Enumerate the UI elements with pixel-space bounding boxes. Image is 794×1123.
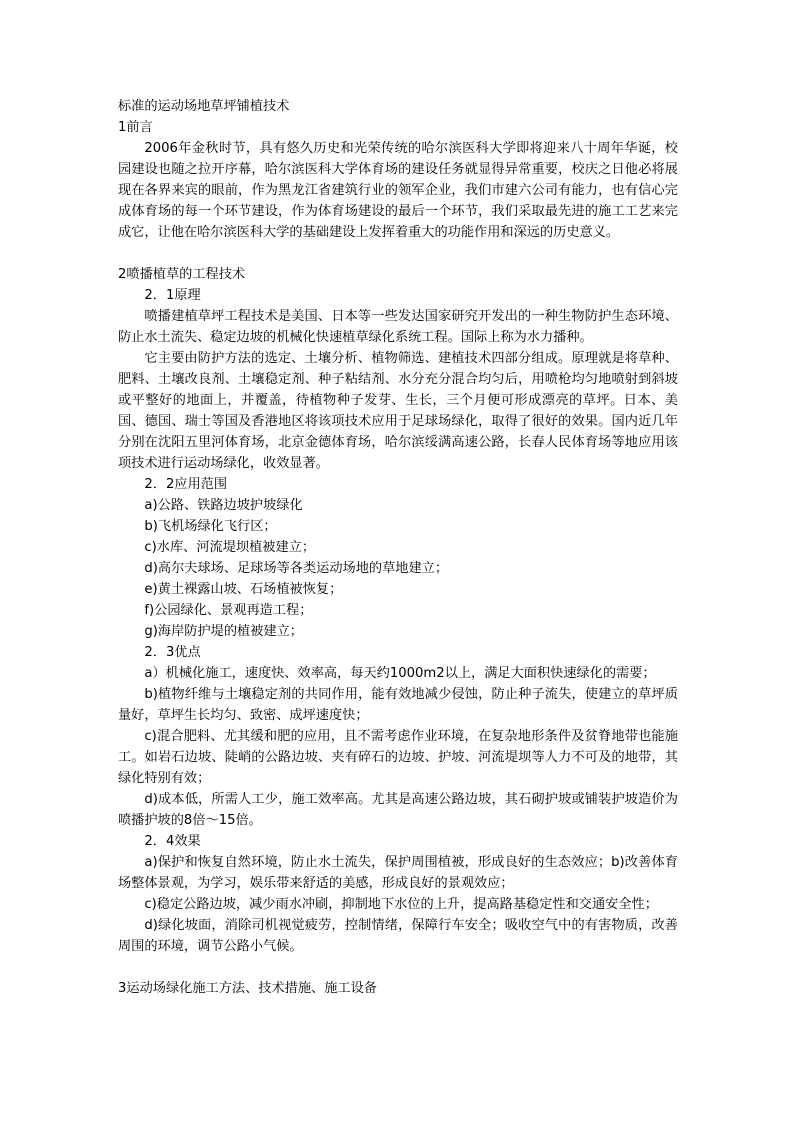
list-item: g)海岸防护堤的植被建立； — [144, 624, 303, 639]
list-item: b)飞机场绿化飞行区； — [144, 519, 277, 534]
document-body — [118, 96, 678, 999]
subsection-2-3-paragraph: c)混合肥料、尤其缓和肥的应用，且不需考虑作业环境，在复杂地形条件及贫脊地带也能施工。如岩石边坡、陡峭的公路边坡、夹有碎石的边坡、护坡、河流堤坝等人力不可及的地带，其绿化特别有效； — [118, 729, 678, 786]
list-item: a)公路、铁路边坡护坡绿化 — [144, 498, 303, 513]
subsection-2-4-paragraph: a)保护和恢复自然环境，防止水土流失，保护周围植被，形成良好的生态效应；b)改善体育场整体景观，为学习，娱乐带来舒适的美感，形成良好的景观效应； — [118, 855, 678, 891]
list-item: e)黄土裸露山坡、石场植被恢复； — [144, 582, 343, 597]
subsection-2-4-paragraph: d)绿化坡面，消除司机视觉疲劳，控制情绪，保障行车安全；吸收空气中的有害物质，改善周围的环境，调节公路小气候。 — [118, 918, 678, 954]
subsection-2-4-heading: 2．4效果 — [144, 834, 201, 849]
list-item: c)水库、河流堤坝植被建立； — [144, 540, 316, 555]
section-2-heading: 2喷播植草的工程技术 — [118, 267, 246, 282]
spacer — [118, 957, 678, 978]
subsection-2-1-heading: 2．1原理 — [144, 288, 201, 303]
list-item: d)高尔夫球场、足球场等各类运动场地的草地建立； — [144, 561, 449, 576]
subsection-2-3-paragraph: b)植物纤维与土壤稳定剂的共同作用，能有效地减少侵蚀，防止种子流失，使建立的草坪质量好，草坪生长均匀、致密、成坪速度快； — [118, 687, 678, 723]
subsection-2-1-paragraph-2: 它主要由防护方法的选定、土壤分析、植物筛选、建植技术四部分组成。原理就是将草种、肥料、土壤改良剂、土壤稳定剂、种子粘结剂、水分充分混合均匀后，用喷枪均匀地喷射到斜坡或平整好的地面上，并覆盖，待植物种子发芽、生长，三个月便可形成漂亮的草坪。日本、美国、德国、瑞士等国及香港地区将该项技术应用于足球场绿化，取得了很好的效果。国内近几年分别在沈阳五里河体育场，北京金德体育场，哈尔滨绥满高速公路，长春人民体育场等地应用该项技术进行运动场绿化，收效显著。 — [118, 351, 678, 471]
subsection-2-2-heading: 2．2应用范围 — [144, 477, 228, 492]
subsection-2-3-heading: 2．3优点 — [144, 645, 201, 660]
document-title: 标准的运动场地草坪铺植技术 — [118, 99, 290, 114]
spacer — [118, 243, 678, 264]
section-1-paragraph: 2006年金秋时节，具有悠久历史和光荣传统的哈尔滨医科大学即将迎来八十周年华诞，校园建设也随之拉开序幕，哈尔滨医科大学体育场的建设任务就显得异常重要，校庆之日他必将展现在各界来宾的眼前，作为黑龙江省建筑行业的领军企业，我们市建六公司有能力，也有信心完成体育场的每一个环节建设，作为体育场建设的最后一个环节，我们采取最先进的施工工艺来完成它，让他在哈尔滨医科大学的基础建设上发挥着重大的功能作用和深远的历史意义。 — [118, 141, 678, 240]
section-1-heading: 1前言 — [118, 120, 153, 135]
subsection-2-3-paragraph: d)成本低，所需人工少，施工效率高。尤其是高速公路边坡，其石砌护坡或铺装护坡造价为喷播护坡的8倍～15倍。 — [118, 792, 678, 828]
subsection-2-3-paragraph: a）机械化施工，速度快、效率高，每天约1000m2以上，满足大面积快速绿化的需要； — [144, 666, 656, 681]
subsection-2-4-paragraph: c)稳定公路边坡，减少雨水冲刷，抑制地下水位的上升，提高路基稳定性和交通安全性； — [144, 897, 658, 912]
section-3-heading: 3运动场绿化施工方法、技术措施、施工设备 — [118, 981, 377, 996]
list-item: f)公园绿化、景观再造工程； — [144, 603, 313, 618]
subsection-2-1-paragraph-1: 喷播建植草坪工程技术是美国、日本等一些发达国家研究开发出的一种生物防护生态环境、防止水土流失、稳定边坡的机械化快速植草绿化系统工程。国际上称为水力播种。 — [118, 309, 678, 345]
